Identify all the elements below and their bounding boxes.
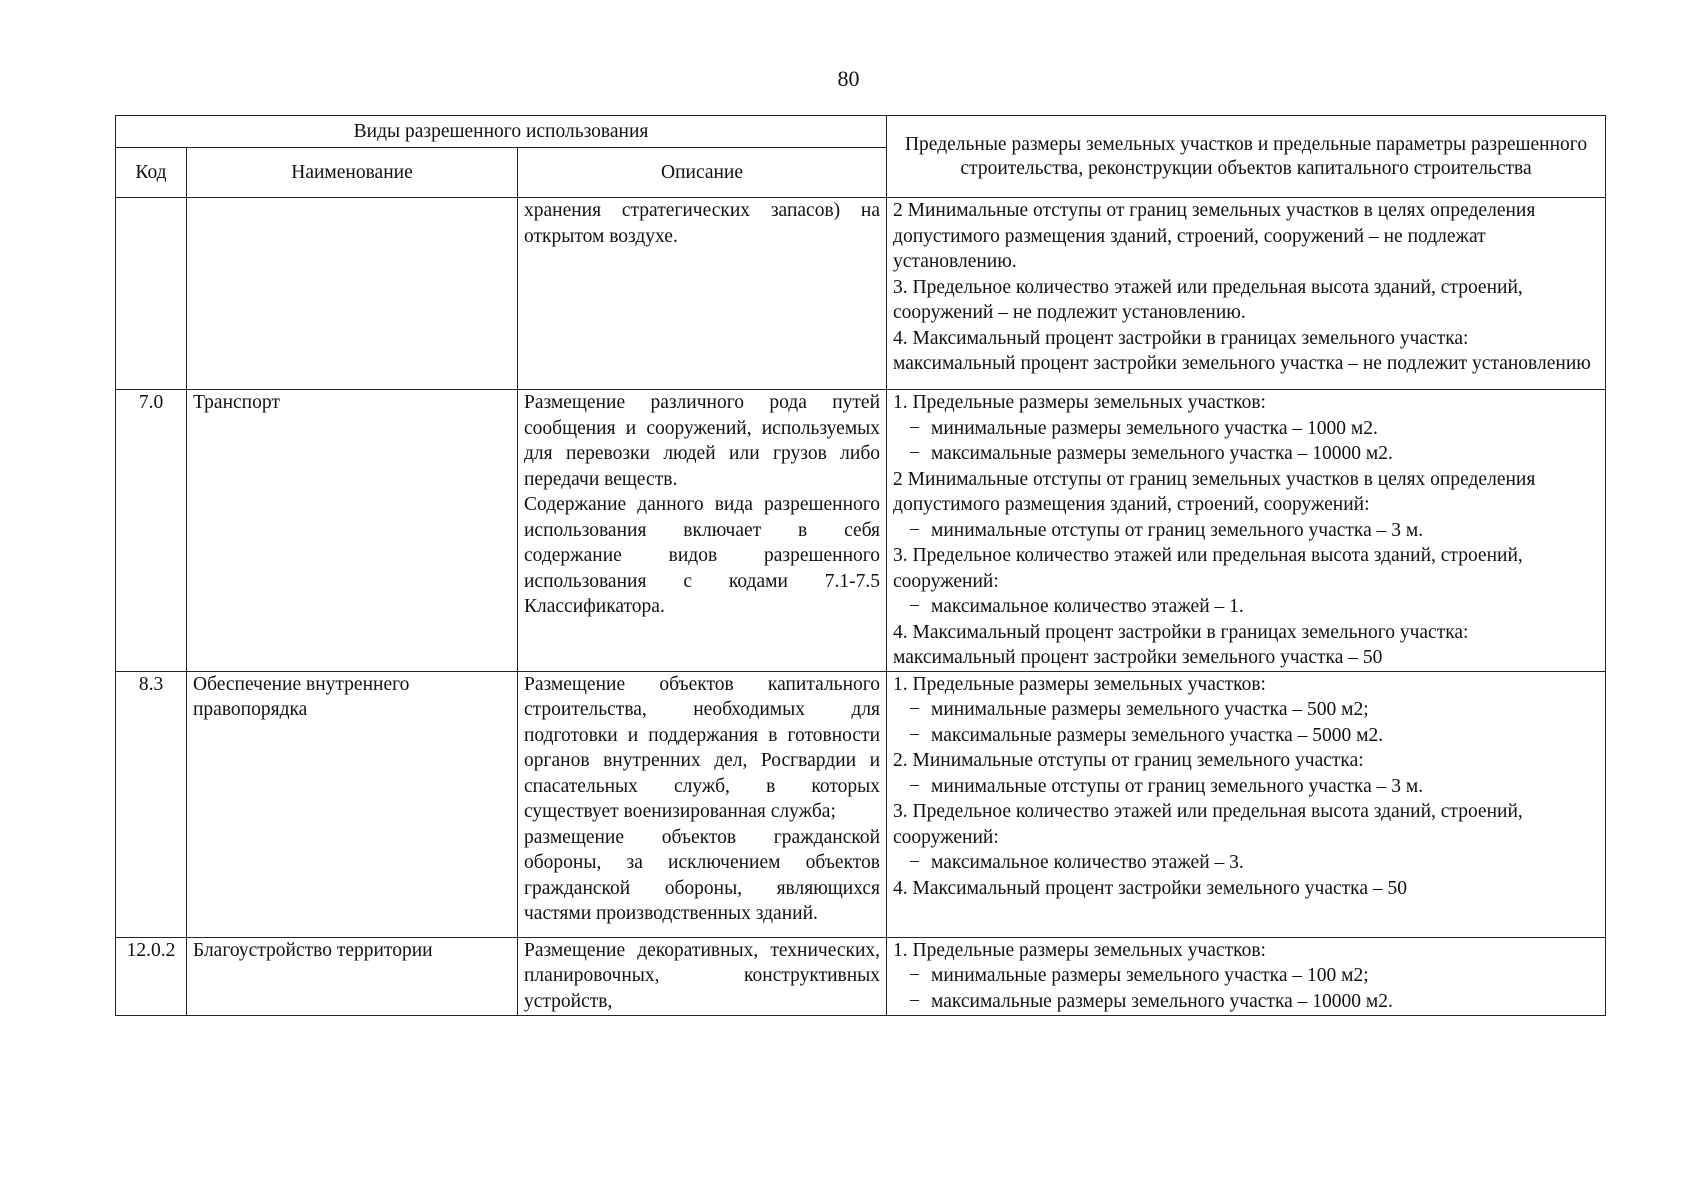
table-body — [116, 198, 1606, 1016]
header-limits: Предельные размеры земельных участков и предельные параметры разрешенного строительства, реконструкции объектов капитального строительства — [887, 116, 1606, 198]
cell-code: 12.0.2 — [116, 937, 187, 1015]
limit-line: 3. Предельное количество этажей или предельная высота зданий, строений, сооружений: — [893, 545, 1523, 592]
limit-bullet: − минимальные размеры земельного участка – 500 м2; — [893, 697, 1599, 723]
limit-bullet: − максимальные размеры земельного участка – 10000 м2. — [893, 989, 1599, 1015]
limit-bullet: − максимальное количество этажей – 3. — [893, 850, 1599, 876]
limit-line: 4. Максимальный процент застройки земельного участка – 50 — [893, 877, 1407, 899]
limit-line: 1. Предельные размеры земельных участков: — [893, 673, 1266, 695]
limit-bullet: − минимальные отступы от границ земельного участка – 3 м. — [893, 518, 1599, 544]
limit-line: 3. Предельное количество этажей или предельная высота зданий, строений, сооружений – не подлежит установлению. — [893, 276, 1523, 323]
description-paragraph: Размещение различного рода путей сообщения и сооружений, используемых для перевозки людей или грузов либо передачи веществ. — [524, 392, 881, 490]
table-row — [116, 671, 1606, 937]
cell-description — [518, 671, 887, 937]
land-use-table — [115, 115, 1606, 1016]
limit-line: 1. Предельные размеры земельных участков: — [893, 939, 1266, 961]
table-row — [116, 937, 1606, 1015]
cell-name: Благоустройство территории — [187, 937, 518, 1015]
limit-bullet: − максимальные размеры земельного участка – 10000 м2. — [893, 441, 1599, 467]
cell-name: Транспорт — [187, 390, 518, 672]
limit-line: максимальный процент застройки земельного участка – не подлежит установлению — [893, 353, 1591, 374]
header-description: Описание — [518, 148, 887, 198]
description-paragraph: Размещение объектов капитального строительства, необходимых для подготовки и поддержания в готовности органов внутренних дел, Росгвардии и спасательных служб, в которых существует военизированная служба; — [524, 673, 881, 822]
limit-bullet: − минимальные размеры земельного участка – 1000 м2. — [893, 416, 1599, 442]
limit-line: 2 Минимальные отступы от границ земельных участков в целях определения допустимого размещения зданий, строений, сооружений – не подлежат установлению. — [893, 200, 1536, 272]
cell-limits — [887, 671, 1606, 937]
cell-code — [116, 198, 187, 390]
page-number: 80 — [837, 66, 860, 91]
limit-line: 4. Максимальный процент застройки в границах земельного участка: — [893, 327, 1469, 349]
description-paragraph: хранения стратегических запасов) на открытом воздухе. — [524, 200, 881, 247]
limit-bullet: − максимальное количество этажей – 1. — [893, 594, 1599, 620]
cell-name: Обеспечение внутреннего правопорядка — [187, 671, 518, 937]
header-code: Код — [116, 148, 187, 198]
cell-code: 7.0 — [116, 390, 187, 672]
cell-name — [187, 198, 518, 390]
cell-limits — [887, 937, 1606, 1015]
cell-limits — [887, 390, 1606, 672]
limit-bullet: − минимальные отступы от границ земельного участка – 3 м. — [893, 774, 1599, 800]
limit-bullet: − минимальные размеры земельного участка – 100 м2; — [893, 963, 1599, 989]
limit-line: 2 Минимальные отступы от границ земельных участков в целях определения допустимого размещения зданий, строений, сооружений: — [893, 468, 1536, 515]
cell-description — [518, 198, 887, 390]
description-paragraph: Размещение декоративных, технических, планировочных, конструктивных устройств, — [524, 939, 881, 1012]
limit-line: максимальный процент застройки земельного участка – 50 — [893, 647, 1383, 668]
cell-code: 8.3 — [116, 671, 187, 937]
limit-line: 2. Минимальные отступы от границ земельного участка: — [893, 750, 1364, 771]
limit-line: 4. Максимальный процент застройки в границах земельного участка: — [893, 621, 1469, 643]
limit-bullet: − максимальные размеры земельного участка – 5000 м2. — [893, 723, 1599, 749]
cell-description — [518, 390, 887, 672]
header-name: Наименование — [187, 148, 518, 198]
table-row — [116, 198, 1606, 390]
cell-limits — [887, 198, 1606, 390]
table-row — [116, 390, 1606, 672]
limit-line: 3. Предельное количество этажей или предельная высота зданий, строений, сооружений: — [893, 801, 1523, 848]
header-group-permitted-use: Виды разрешенного использования — [116, 116, 887, 148]
limit-line: 1. Предельные размеры земельных участков: — [893, 392, 1266, 413]
description-paragraph: Содержание данного вида разрешенного использования включает в себя содержание видов разрешенного использования с кодами 7.1-7.5 Классификатора. — [524, 494, 881, 617]
description-paragraph: размещение объектов гражданской обороны, за исключением объектов гражданской обороны, являющихся частями производственных зданий. — [524, 826, 881, 924]
cell-description — [518, 937, 887, 1015]
